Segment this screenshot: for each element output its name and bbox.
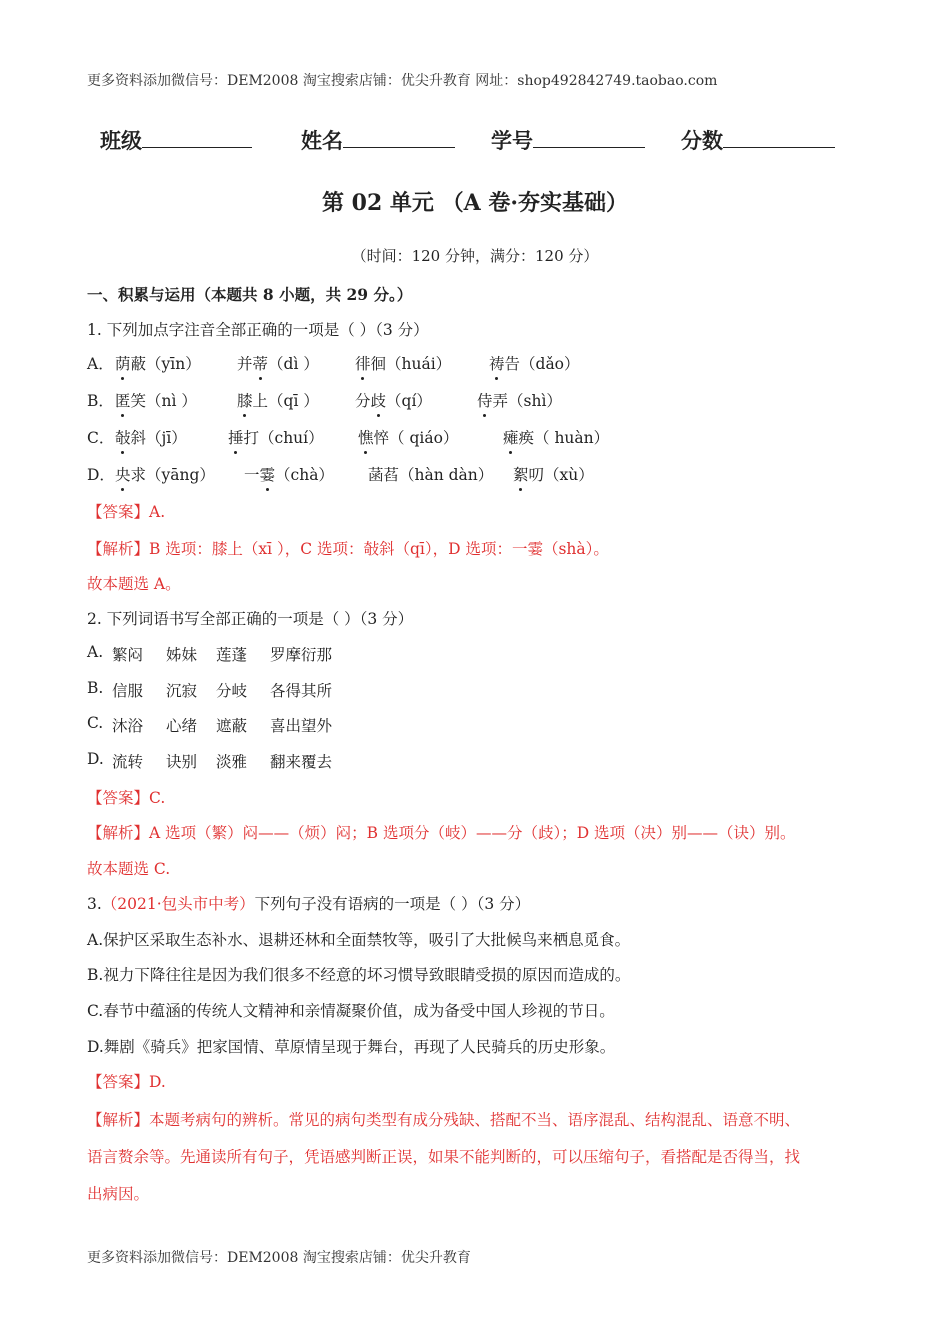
q1-conclusion: 故本题选 A。 <box>87 575 181 593</box>
name-field[interactable]: 姓名 <box>301 125 455 155</box>
question-2-stem: 2. 下列词语书写全部正确的一项是（ ）（3 分） <box>87 610 414 628</box>
question-source: （2021·包头市中考） <box>101 895 255 913</box>
question-1-stem: 1. 下列加点字注音全部正确的一项是（ ）（3 分） <box>87 321 429 339</box>
q3-option-d[interactable]: D.舞剧《骑兵》把家国情、草原情呈现于舞台，再现了人民骑兵的历史形象。 <box>87 1038 616 1056</box>
page-subtitle: （时间：120 分钟，满分：120 分） <box>351 247 599 265</box>
q2-option-d[interactable]: D. 流转 诀别 淡雅 翻来覆去 <box>87 750 333 771</box>
q3-analysis-line-3: 出病因。 <box>87 1185 150 1203</box>
q3-option-c[interactable]: C.春节中蕴涵的传统人文精神和亲情凝聚价值，成为备受中国人珍视的节日。 <box>87 1002 615 1020</box>
q2-analysis: 【解析】A 选项（繁）闷——（烦）闷；B 选项分（岐）——分（歧）；D 选项（决）别——（诀）别。 <box>87 824 796 842</box>
question-3-stem: 3.（2021·包头市中考）下列句子没有语病的一项是（ ）（3 分） <box>87 895 531 913</box>
q3-option-b[interactable]: B.视力下降往往是因为我们很多不经意的坏习惯导致眼睛受损的原因而造成的。 <box>87 966 631 984</box>
q3-analysis-line-2: 语言赘余等。先通读所有句子，凭语感判断正误，如果不能判断的，可以压缩句子，看搭配是否得当，找 <box>87 1148 801 1166</box>
score-field[interactable]: 分数 <box>681 125 835 155</box>
page-header: 更多资料添加微信号：DEM2008 淘宝搜索店铺：优尖升教育 网址：shop492842749.taobao.com <box>87 73 718 89</box>
q1-option-b[interactable]: B． 匿笑（nì ） 膝上（qī ） 分歧（qí） 侍弄（shì） <box>87 389 887 413</box>
q2-answer: 【答案】C. <box>87 789 166 807</box>
q3-answer: 【答案】D. <box>87 1073 166 1091</box>
q1-answer: 【答案】A. <box>87 503 166 521</box>
q2-option-b[interactable]: B. 信服 沉寂 分岐 各得其所 <box>87 679 333 700</box>
q2-option-c[interactable]: C. 沐浴 心绪 遮蔽 喜出望外 <box>87 714 333 735</box>
q2-option-a[interactable]: A. 繁闷 姊妹 莲蓬 罗摩衍那 <box>87 643 333 664</box>
page-title: 第 02 单元 （A 卷·夯实基础） <box>322 190 628 216</box>
page-footer: 更多资料添加微信号：DEM2008 淘宝搜索店铺：优尖升教育 <box>87 1250 471 1266</box>
q1-option-c[interactable]: C． 敧斜（jī） 捶打（chuí） 憔悴（ qiáo） 瘫痪（ huàn） <box>87 426 887 450</box>
student-id-field[interactable]: 学号 <box>491 125 645 155</box>
q2-conclusion: 故本题选 C. <box>87 860 171 878</box>
q1-option-d[interactable]: D． 央求（yāng） 一霎（chà） 菡萏（hàn dàn） 絮叨（xù） <box>87 463 887 487</box>
section-heading: 一、积累与运用（本题共 8 小题，共 29 分。） <box>87 285 413 304</box>
student-info-fields <box>0 125 950 159</box>
class-field[interactable]: 班级 <box>100 125 252 155</box>
q1-option-a[interactable]: A． 荫蔽（yīn） 并蒂（dì ） 徘徊（huái） 祷告（dǎo） <box>87 352 887 376</box>
q3-option-a[interactable]: A.保护区采取生态补水、退耕还林和全面禁牧等，吸引了大批候鸟来栖息觅食。 <box>87 931 631 949</box>
q3-analysis: 【解析】本题考病句的辨析。常见的病句类型有成分残缺、搭配不当、语序混乱、结构混乱、语意不明、 <box>87 1111 801 1129</box>
q1-analysis: 【解析】B 选项：膝上（xī ），C 选项：敧斜（qī），D 选项：一霎（shà）。 <box>87 540 609 558</box>
